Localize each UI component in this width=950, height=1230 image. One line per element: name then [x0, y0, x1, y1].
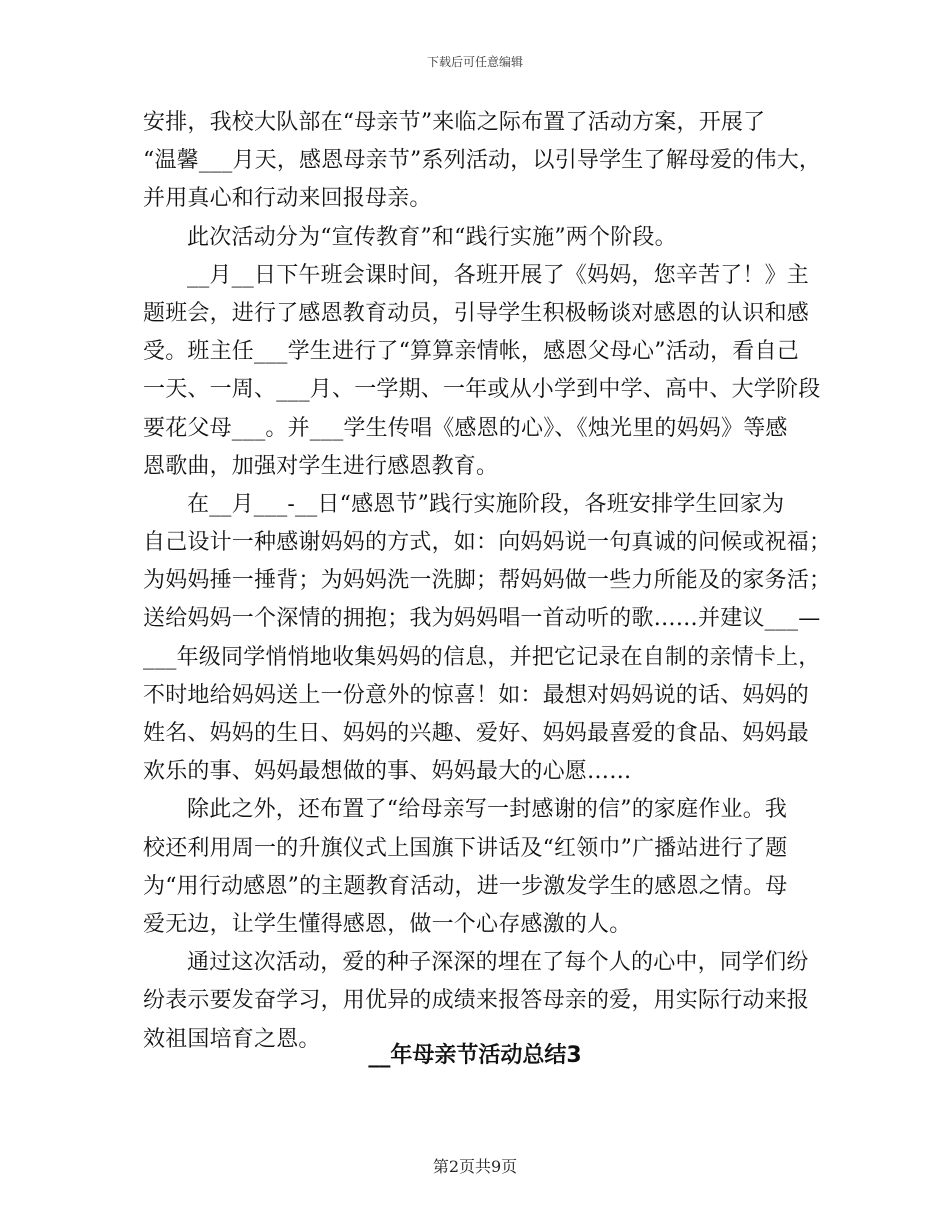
text-line: 为“用行动感恩”的主题教育活动，进一步激发学生的感恩之情。母 [143, 873, 788, 899]
text-line: 校还利用周一的升旗仪式上国旗下讲话及“红领巾”广播站进行了题 [143, 835, 788, 861]
text-line: 通过这次活动，爱的种子深深的埋在了每个人的心中，同学们纷 [187, 950, 809, 976]
text-line: 受。班主任___学生进行了“算算亲情帐，感恩父母心”活动，看自己 [143, 339, 799, 365]
text-line: __月__日下午班会课时间，各班开展了《妈妈，您辛苦了！》主 [187, 262, 810, 288]
text-line: 姓名、妈妈的生日、妈妈的兴趣、爱好、妈妈最喜爱的食品、妈妈最 [143, 721, 810, 746]
document-body [143, 104, 832, 1059]
page-number-footer: 第2页共9页 [432, 1157, 518, 1176]
text-line: “温馨___月天，感恩母亲节”系列活动，以引导学生了解母爱的伟大， [143, 148, 822, 174]
text-line: 不时地给妈妈送上一份意外的惊喜！如：最想对妈妈说的话、妈妈的 [143, 682, 810, 708]
text-line: 爱无边，让学生懂得感恩，做一个心存感激的人。 [143, 911, 632, 937]
text-line: 并用真心和行动来回报母亲。 [143, 186, 432, 212]
text-line: 题班会，进行了感恩教育动员，引导学生积极畅谈对感恩的认识和感 [143, 300, 810, 326]
page-header-note: 下载后可任意编辑 [426, 55, 523, 69]
text-line: 送给妈妈一个深情的拥抱；我为妈妈唱一首动听的歌……并建议___— [143, 606, 821, 632]
section-heading: __年母亲节活动总结3 [368, 1043, 582, 1068]
text-line: 为妈妈捶一捶背；为妈妈洗一洗脚；帮妈妈做一些力所能及的家务活； [143, 568, 832, 594]
text-line: 欢乐的事、妈妈最想做的事、妈妈最大的心愿…… [143, 759, 632, 785]
text-line: 自己设计一种感谢妈妈的方式，如：向妈妈说一句真诚的问候或祝福； [143, 530, 832, 556]
text-line: 要花父母___。并___学生传唱《感恩的心》、《烛光里的妈妈》等感 [143, 415, 788, 441]
text-line: 纷表示要发奋学习，用优异的成绩来报答母亲的爱，用实际行动来报 [143, 988, 810, 1014]
text-line: 效祖国培育之恩。 [143, 1026, 321, 1052]
text-line: 此次活动分为“宣传教育”和“践行实施”两个阶段。 [187, 224, 677, 250]
text-line: 一天、一周、___月、一学期、一年或从小学到中学、高中、大学阶段 [143, 377, 821, 403]
text-line: 在__月___-__日“感恩节”践行实施阶段，各班安排学生回家为 [187, 491, 785, 517]
text-line: 除此之外，还布置了“给母亲写一封感谢的信”的家庭作业。我 [187, 797, 788, 823]
text-line: 恩歌曲，加强对学生进行感恩教育。 [143, 453, 499, 479]
text-line: 安排，我校大队部在“母亲节”来临之际布置了活动方案，开展了 [143, 110, 766, 135]
text-line: ___年级同学悄悄地收集妈妈的信息，并把它记录在自制的亲情卡上， [143, 644, 821, 670]
